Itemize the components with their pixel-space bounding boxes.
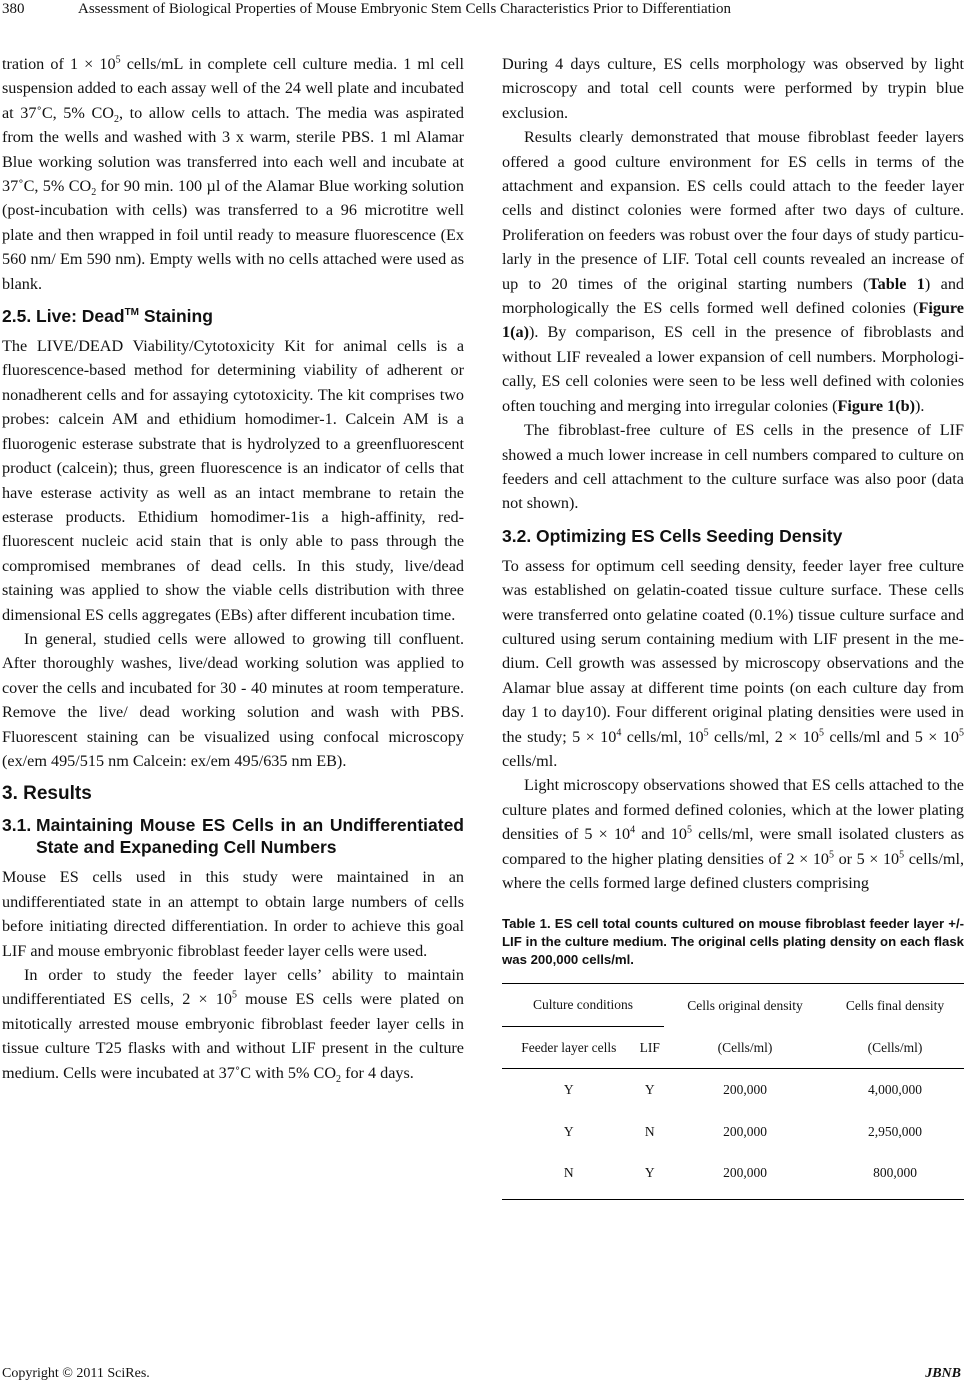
page-header xyxy=(0,0,965,22)
table-cell: 2,950,000 xyxy=(868,1123,923,1139)
paragraph: Mouse ES cells used in this study were maintained in an undifferentiated state in an attempt to obtain large numbers of cells before initiating directed differentiation. In order to achieve this goal LIF and mouse embryonic fibroblast feeder layer cells were used. xyxy=(2,868,464,960)
column-header: Culture conditions xyxy=(502,984,664,1026)
column-header: Cells original density xyxy=(664,984,826,1026)
table-cell: 4,000,000 xyxy=(868,1082,923,1098)
paragraph: The fibroblast-free culture of ES cells in the presence of LIF showed a much lower increase in cell numbers compared to culture on feeders and cell attachment to the culture surface was also poor (data not shown). xyxy=(502,421,964,513)
copyright-notice: Copyright © 2011 SciRes. xyxy=(2,1366,150,1381)
table-cell: 200,000 xyxy=(723,1082,767,1098)
paragraph: In general, studied cells were allowed to growing till confluent. After thoroughly washes, live/dead working solution was applied to cover the cells and incubated for 30 - 40 minutes at room temperature. Remove the live/ dead working solution and wash with PBS. Fluorescent staining can be visualized using confocal microscopy (ex/em 495/515 nm Calcein: ex/em 495/635 nm EB). xyxy=(2,629,464,770)
section-heading-3: 3. Results xyxy=(2,783,92,805)
paragraph: Results clearly demonstrated that mouse fibroblast feeder layers offered a good culture environment for ES cells in terms of the attachment and expansion. ES cells could attach to the feeder layer cells and distinct colonies were formed after two days of culture. Proliferation on feeders was robust over the four days of study particularly in the presence of LIF. Total cell counts revealed an increase of up to 20 times of the original starting numbers (Table 1) and morphologically the ES cells formed well defined colonies (Figure 1(a)). By comparison, ES cell in the presence of fibroblasts and without LIF revealed a lower expansion of cell numbers. Morphologically, ES cell colonies were seen to be less well defined with colonies often touching and merging into irregular colonies (Figure 1(b)). xyxy=(502,128,965,415)
table-cell: Y xyxy=(563,1082,574,1098)
table-caption: Table 1. ES cell total counts cultured on mouse fibroblast feeder layer +/-LIF in the culture medium. The original cells plating density on each flask was 200,000 cells/ml. xyxy=(502,916,964,968)
left-column xyxy=(2,52,464,1085)
table-cell: 200,000 xyxy=(664,1152,826,1200)
table-cell: N xyxy=(644,1123,655,1139)
table-cell: Y xyxy=(563,1123,574,1139)
column-header: Feeder layer cells xyxy=(502,1026,636,1068)
paragraph: In order to study the feeder layer cells’ ability to maintain undifferentiated ES cells, $2 \times 10^5$ mouse ES cells were plated on mitotically arrested mouse embryonic fibroblast feeder layer cells in tissue culture T25 flasks with and without LIF present in the culture medium. Cells were incubated at 37˚C with 5% $CO_2$ for 4 days. xyxy=(2,966,464,1085)
column-header: (Cells/ml) xyxy=(826,1026,964,1068)
right-column xyxy=(502,52,964,1200)
section-heading-3-1: 3.1. Maintaining Mouse ES Cells in an Undifferentiated State and Expaneding Cell Numbers xyxy=(2,815,464,858)
table-cell: Y xyxy=(644,1082,655,1098)
column-header: Cells final density xyxy=(826,984,964,1026)
table-row xyxy=(502,1152,964,1200)
table-cell: Y xyxy=(636,1152,664,1200)
paragraph: Light microscopy observations showed that ES cells attached to the culture plates and formed defined colonies, which at the lower plating densities of $5 \times 10^4$ and $10^5$ cells/ml, were small isolated clusters as compared to the higher plating densities of $2 \times 10^5$ or $5 \times 10^5$ cells/ml, where the cells formed large defined clusters comprising xyxy=(502,776,964,892)
paragraph: tration of $1 \times 10^5$ cells/mL in complete cell culture media. 1 ml cell suspension added to each assay well of the 24 well plate and incubated at 37˚C, 5% $CO_2$, to allow cells to attach. The media was aspirated from the wells and washed with 3 x warm, sterile PBS. 1 ml Alamar Blue working solution was transferred into each well and incubate at 37˚C, 5% $CO_2$ for 90 min. 100 µl of the Alamar Blue working solution (post-incubation with cells) was transferred to a 96 microtitre well plate and then wrapped in foil until ready to measure fluorescence (Ex 560 nm/ Em 590 nm). Empty wells with no cells attached were used as blank. xyxy=(2,54,464,293)
table-cell: N xyxy=(502,1152,636,1200)
paragraph: During 4 days culture, ES cells morphology was observed by light microscopy and total cell counts were performed by trypin blue exclusion. xyxy=(502,55,964,122)
paragraph: The LIVE/DEAD Viability/Cytotoxicity Kit for animal cells is a fluorescence-based method for determining viability of adherent or nonadherent cells and for assaying cytotoxicity. The kit comprises two probes: calcein AM and ethidium homodimer-1. Calcein AM is a fluorogenic esterase substrate that is hydrolyzed to a greenfluorescent product (calcein); thus, green fluorescence is an indicator of cells that have esterase activity as well as an intact membrane to retain the esterase products. Ethidium homodimer-1is a high-affinity, red-fluorescent nucleic acid stain that is only able to pass through the compromised membranes of dead cells. In this study, live/dead staining was applied to show the viable cells distribution with three dimensional ES cells aggregates (EBs) after different incubation time. xyxy=(2,337,464,624)
table-row xyxy=(502,1111,964,1152)
section-heading-2-5: 2.5. Live: Dead™ Staining xyxy=(2,306,213,327)
running-title: Assessment of Biological Properties of Mouse Embryonic Stem Cells Characteristics Prior to Differentiation xyxy=(78,1,731,17)
table-row xyxy=(502,1069,964,1111)
results-table xyxy=(502,983,964,1200)
table-cell: 800,000 xyxy=(826,1152,964,1200)
journal-name: JBNB xyxy=(925,1366,961,1381)
section-heading-3-2: 3.2. Optimizing ES Cells Seeding Density xyxy=(502,525,843,546)
page-number: 380 xyxy=(2,1,25,17)
column-header: LIF xyxy=(636,1026,664,1068)
paragraph: To assess for optimum cell seeding density, feeder layer free culture was established on gelatin-coated tissue culture surface. These cells were transferred onto gelatine coated (0.1%) tissue culture surface and cultured using serum containing medium with LIF present in the medium. Cell growth was assessed by microscopy observations and the Alamar blue assay at different time points (on each culture day from day 1 to day10). Four different original plating densities were used in the study; $5 \times 10^4$ cells/ml, $10^5$ cells/ml, $2 \times 10^5$ cells/ml and $5 \times 10^5$ cells/ml. xyxy=(502,556,964,770)
column-header: (Cells/ml) xyxy=(664,1026,826,1068)
table-cell: 200,000 xyxy=(723,1123,767,1139)
